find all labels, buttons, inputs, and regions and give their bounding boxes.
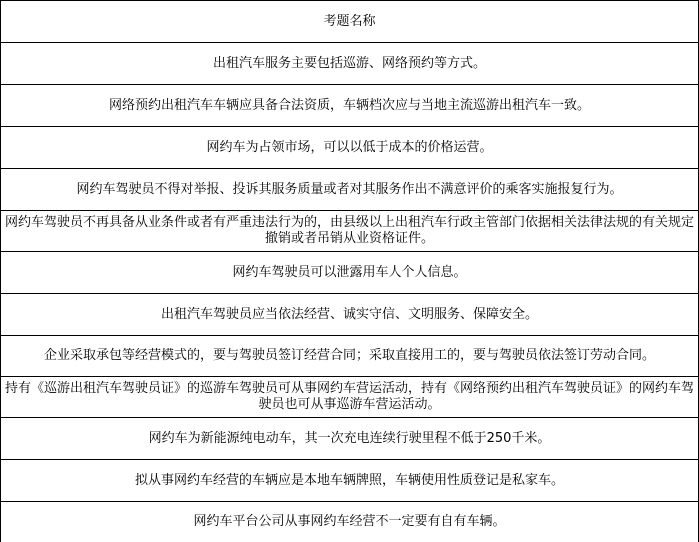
table-row [1,85,699,127]
question-cell: 网约车驾驶员不再具备从业条件或者有严重违法行为的，由县级以上出租汽车行政主管部门依据相关法律法规的有关规定撤销或者吊销从业资格证件。 [1,211,699,252]
question-cell: 网约车驾驶员可以泄露用车人个人信息。 [1,252,699,294]
question-cell: 网约车驾驶员不得对举报、投诉其服务质量或者对其服务作出不满意评价的乘客实施报复行为。 [1,169,699,211]
table-row [1,43,699,85]
question-cell: 网约车为占领市场，可以以低于成本的价格运营。 [1,127,699,169]
question-cell: 企业采取承包等经营模式的，要与驾驶员签订经营合同；采取直接用工的，要与驾驶员依法签订劳动合同。 [1,336,699,377]
table-header-row [1,1,699,43]
question-cell: 持有《巡游出租汽车驾驶员证》的巡游车驾驶员可从事网约车营运活动，持有《网络预约出租汽车驾驶员证》的网约车驾驶员也可从事巡游车营运活动。 [1,377,699,418]
table-row [1,502,699,542]
question-cell: 出租汽车驾驶员应当依法经营、诚实守信、文明服务、保障安全。 [1,294,699,336]
table-row [1,377,699,418]
table-row [1,127,699,169]
table-row [1,211,699,252]
question-cell: 网约车为新能源纯电动车，其一次充电连续行驶里程不低于250千米。 [1,418,699,460]
question-cell: 拟从事网约车经营的车辆应是本地车辆牌照，车辆使用性质登记是私家车。 [1,460,699,502]
table-row [1,294,699,336]
table-row [1,336,699,377]
table-row [1,418,699,460]
table-row [1,460,699,502]
question-cell: 网络预约出租汽车车辆应具备合法资质，车辆档次应与当地主流巡游出租汽车一致。 [1,85,699,127]
table-row [1,252,699,294]
question-cell: 网约车平台公司从事网约车经营不一定要有自有车辆。 [1,502,699,542]
question-cell: 出租汽车服务主要包括巡游、网络预约等方式。 [1,43,699,85]
table-row [1,169,699,211]
column-header: 考题名称 [1,1,699,43]
